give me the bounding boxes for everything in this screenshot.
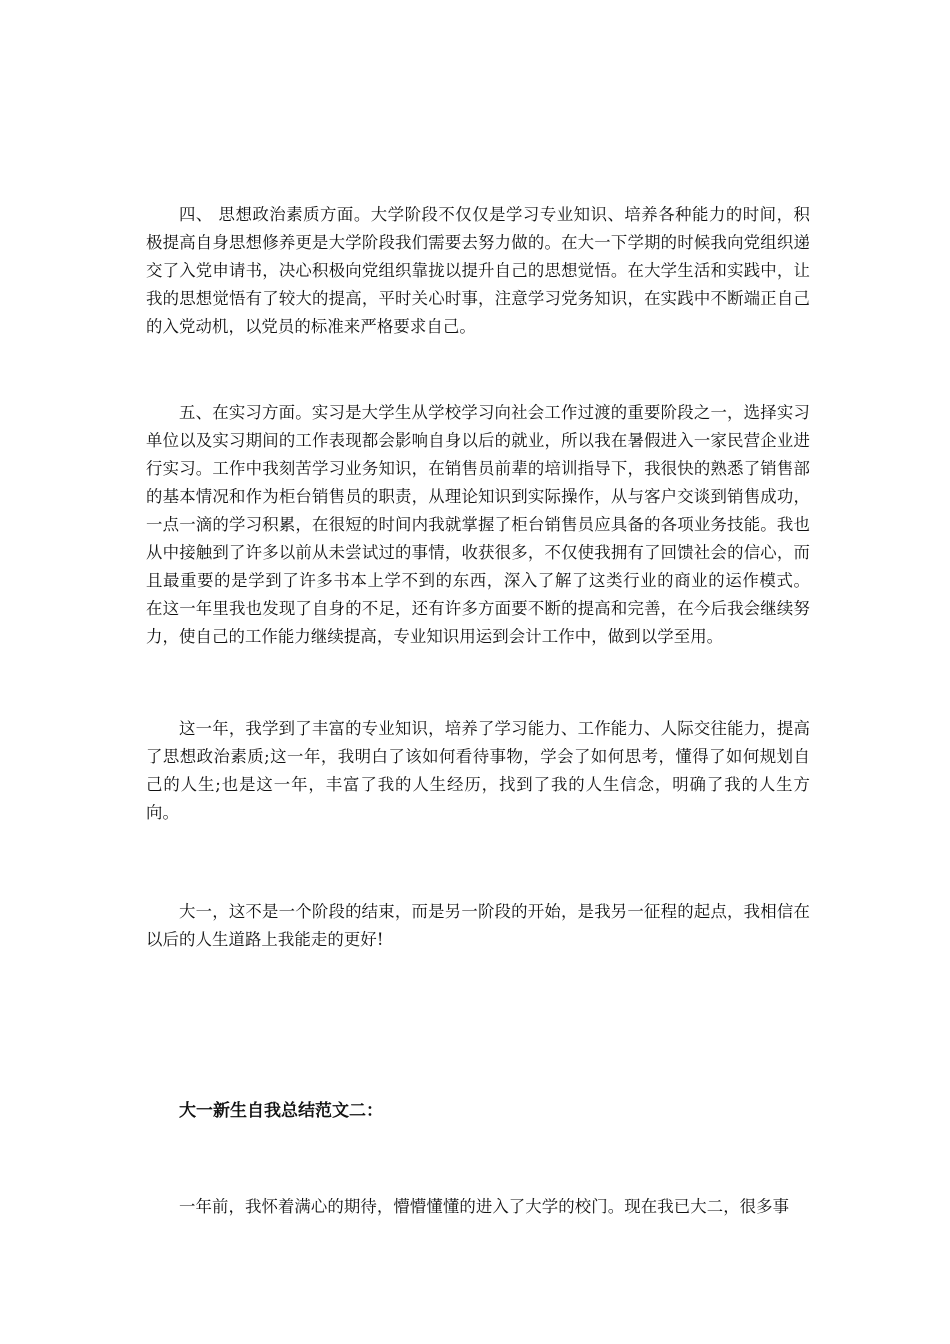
paragraph-second-essay-start: 一年前，我怀着满心的期待，懵懵懂懂的进入了大学的校门。现在我已大二，很多事: [179, 1197, 790, 1216]
paragraph-conclusion: 大一，这不是一个阶段的结束，而是另一阶段的开始，是我另一征程的起点，我相信在以后的人生道路上我能走的更好!: [146, 902, 810, 949]
paragraph-political-quality: 四、 思想政治素质方面。大学阶段不仅仅是学习专业知识、培养各种能力的时间，积极提高自身思想修养更是大学阶段我们需要去努力做的。在大一下学期的时候我向党组织递交了入党申请书，决心积极向党组织靠拢以提升自己的思想觉悟。在大学生活和实践中，让我的思想觉悟有了较大的提高，平时关心时事，注意学习党务知识，在实践中不断端正自己的入党动机，以党员的标准来严格要求自己。: [146, 205, 810, 336]
paragraph-year-summary: 这一年，我学到了丰富的专业知识，培养了学习能力、工作能力、人际交往能力，提高了思想政治素质;这一年，我明白了该如何看待事物，学会了如何思考，懂得了如何规划自己的人生;也是这一年，丰富了我的人生经历，找到了我的人生信念，明确了我的人生方向。: [146, 719, 810, 822]
paragraph-internship: 五、在实习方面。实习是大学生从学校学习向社会工作过渡的重要阶段之一，选择实习单位以及实习期间的工作表现都会影响自身以后的就业，所以我在暑假进入一家民营企业进行实习。工作中我刻苦学习业务知识，在销售员前辈的培训指导下，我很快的熟悉了销售部的基本情况和作为柜台销售员的职责，从理论知识到实际操作，从与客户交谈到销售成功，一点一滴的学习积累，在很短的时间内我就掌握了柜台销售员应具备的各项业务技能。我也从中接触到了许多以前从未尝试过的事情，收获很多，不仅使我拥有了回馈社会的信心，而且最重要的是学到了许多书本上学不到的东西，深入了解了这类行业的商业的运作模式。 在这一年里我也发现了自身的不足，还有许多方面要不断的提高和完善，在今后我会继续努力，使自己的工作能力继续提高，专业知识用运到会计工作中，做到以学至用。: [146, 403, 810, 646]
section-heading: 大一新生自我总结范文二：: [179, 1101, 383, 1121]
